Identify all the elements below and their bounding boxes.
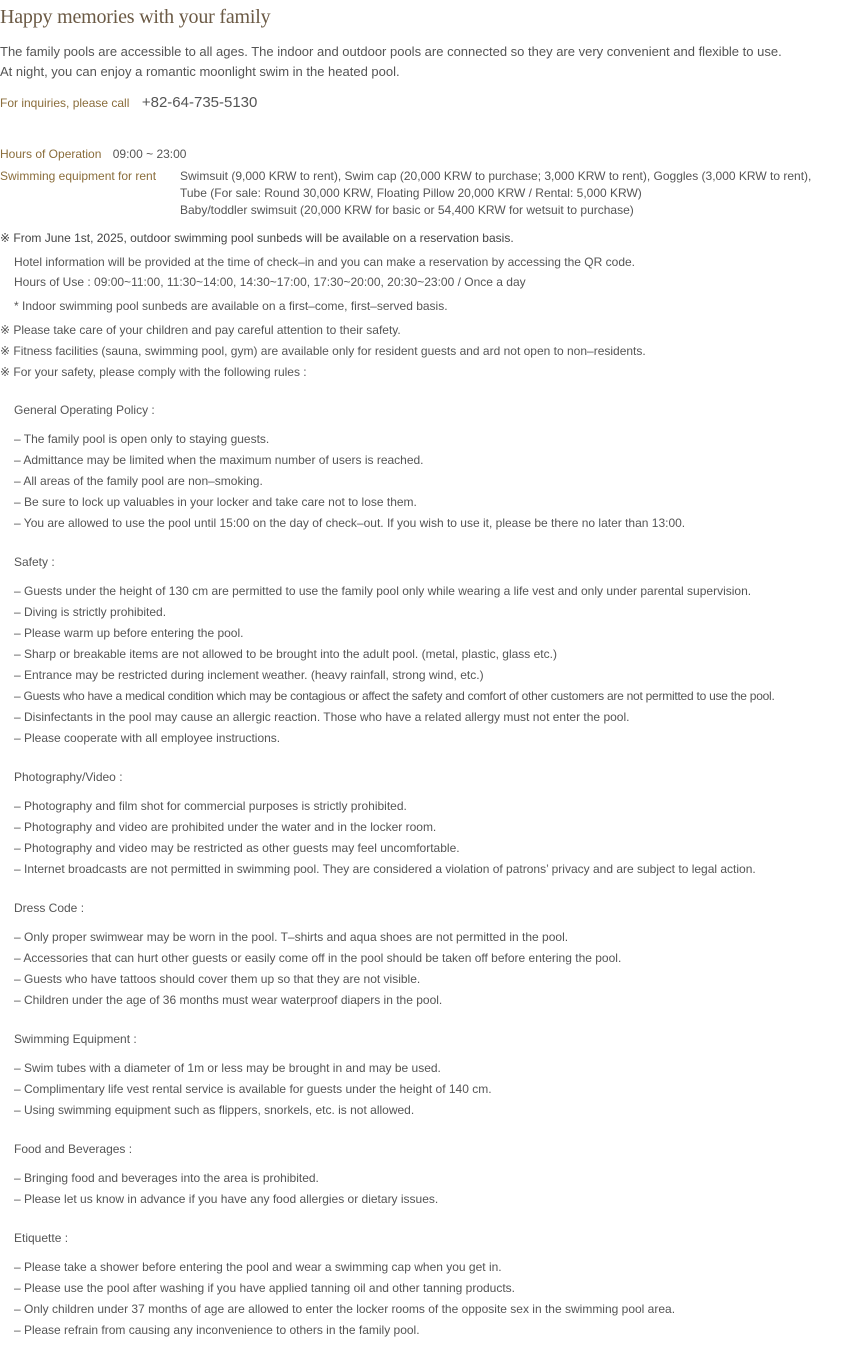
intro-line-1: The family pools are accessible to all ages. The indoor and outdoor pools are connected so they are very convenient and flexible to use. bbox=[0, 44, 782, 59]
list-item: – Photography and video are prohibited under the water and in the locker room. bbox=[14, 820, 437, 834]
list-item: – Swim tubes with a diameter of 1m or less may be brought in and may be used. bbox=[14, 1061, 441, 1075]
equipment-label: Swimming equipment for rent bbox=[0, 169, 157, 183]
list-item: – Photography and film shot for commercial purposes is strictly prohibited. bbox=[14, 799, 407, 813]
note-hotel-info: Hotel information will be provided at the time of check–in and you can make a reservation by accessing the QR code. bbox=[14, 255, 635, 269]
equipment-line-1: Swimsuit (9,000 KRW to rent), Swim cap (20,000 KRW to purchase; 3,000 KRW to rent), Goggles (3,000 KRW to rent), bbox=[180, 169, 812, 183]
inquiry-label: For inquiries, please call bbox=[0, 96, 130, 110]
equipment-label-row bbox=[0, 169, 156, 183]
inquiry-row bbox=[0, 94, 257, 112]
list-item: – Accessories that can hurt other guests or easily come off in the pool should be taken off before entering the pool. bbox=[14, 951, 622, 965]
list-item: – Please refrain from causing any inconvenience to others in the family pool. bbox=[14, 1323, 420, 1337]
section-photo-heading: Photography/Video : bbox=[14, 770, 123, 784]
section-etiquette-heading: Etiquette : bbox=[14, 1231, 69, 1245]
note-indoor-sunbed: * Indoor swimming pool sunbeds are available on a first–come, first–served basis. bbox=[14, 299, 448, 313]
note-hours-of-use: Hours of Use : 09:00~11:00, 11:30~14:00, 14:30~17:00, 17:30~20:00, 20:30~23:00 / Once a day bbox=[14, 275, 526, 289]
list-item: – Only children under 37 months of age are allowed to enter the locker rooms of the opposite sex in the swimming pool area. bbox=[14, 1302, 676, 1316]
list-item: – The family pool is open only to staying guests. bbox=[14, 432, 270, 446]
note-sunbed: ※ From June 1st, 2025, outdoor swimming pool sunbeds will be available on a reservation basis. bbox=[0, 231, 514, 245]
list-item: – Disinfectants in the pool may cause an allergic reaction. Those who have a related allergy must not enter the pool. bbox=[14, 710, 630, 724]
list-item: – Admittance may be limited when the maximum number of users is reached. bbox=[14, 453, 424, 467]
intro-line-2: At night, you can enjoy a romantic moonlight swim in the heated pool. bbox=[0, 64, 400, 79]
list-item: – Only proper swimwear may be worn in the pool. T–shirts and aqua shoes are not permitted in the pool. bbox=[14, 930, 569, 944]
list-item: – Please take a shower before entering the pool and wear a swimming cap when you get in. bbox=[14, 1260, 502, 1274]
note-children: ※ Please take care of your children and pay careful attention to their safety. bbox=[0, 323, 401, 337]
list-item: – Please cooperate with all employee instructions. bbox=[14, 731, 281, 745]
hours-value: 09:00 ~ 23:00 bbox=[112, 147, 187, 161]
list-item: – Using swimming equipment such as flippers, snorkels, etc. is not allowed. bbox=[14, 1103, 415, 1117]
list-item: – Please use the pool after washing if you have applied tanning oil and other tanning products. bbox=[14, 1281, 516, 1295]
equipment-line-3: Baby/toddler swimsuit (20,000 KRW for basic or 54,400 KRW for wetsuit to purchase) bbox=[180, 203, 634, 217]
list-item: – Bringing food and beverages into the area is prohibited. bbox=[14, 1171, 319, 1185]
list-item: – Be sure to lock up valuables in your locker and take care not to lose them. bbox=[14, 495, 417, 509]
list-item: – Children under the age of 36 months must wear waterproof diapers in the pool. bbox=[14, 993, 443, 1007]
list-item: – You are allowed to use the pool until 15:00 on the day of check–out. If you wish to use it, please be there no later than 13:00. bbox=[14, 516, 686, 530]
list-item: – Sharp or breakable items are not allowed to be brought into the adult pool. (metal, plastic, glass etc.) bbox=[14, 647, 557, 661]
list-item: – Guests who have tattoos should cover them up so that they are not visible. bbox=[14, 972, 421, 986]
list-item: – Guests under the height of 130 cm are permitted to use the family pool only while wearing a life vest and only under parental supervision. bbox=[14, 584, 752, 598]
note-fitness: ※ Fitness facilities (sauna, swimming pool, gym) are available only for resident guests and ard not open to non–residents. bbox=[0, 344, 646, 358]
list-item: – Photography and video may be restricted as other guests may feel uncomfortable. bbox=[14, 841, 460, 855]
note-safety: ※ For your safety, please comply with the following rules : bbox=[0, 365, 307, 379]
list-item: – All areas of the family pool are non–smoking. bbox=[14, 474, 263, 488]
section-safety-heading: Safety : bbox=[14, 555, 55, 569]
section-equipment-heading: Swimming Equipment : bbox=[14, 1032, 137, 1046]
list-item: – Complimentary life vest rental service is available for guests under the height of 140 cm. bbox=[14, 1082, 492, 1096]
list-item: – Entrance may be restricted during inclement weather. (heavy rainfall, strong wind, etc.) bbox=[14, 668, 484, 682]
inquiry-phone[interactable]: +82-64-735-5130 bbox=[141, 94, 258, 111]
section-general-heading: General Operating Policy : bbox=[14, 403, 155, 417]
list-item: – Guests who have a medical condition which may be contagious or affect the safety and comfort of other customers are not permitted to use the pool. bbox=[14, 689, 775, 703]
section-food-heading: Food and Beverages : bbox=[14, 1142, 133, 1156]
list-item: – Please let us know in advance if you have any food allergies or dietary issues. bbox=[14, 1192, 439, 1206]
section-dress-heading: Dress Code : bbox=[14, 901, 85, 915]
hours-row bbox=[0, 147, 186, 161]
list-item: – Internet broadcasts are not permitted in swimming pool. They are considered a violation of patrons’ privacy and are subject to legal action. bbox=[14, 862, 756, 876]
list-item: – Please warm up before entering the pool. bbox=[14, 626, 244, 640]
equipment-line-2: Tube (For sale: Round 30,000 KRW, Floating Pillow 20,000 KRW / Rental: 5,000 KRW) bbox=[180, 186, 642, 200]
list-item: – Diving is strictly prohibited. bbox=[14, 605, 167, 619]
page-title: Happy memories with your family bbox=[0, 6, 271, 28]
hours-label: Hours of Operation bbox=[0, 147, 102, 161]
